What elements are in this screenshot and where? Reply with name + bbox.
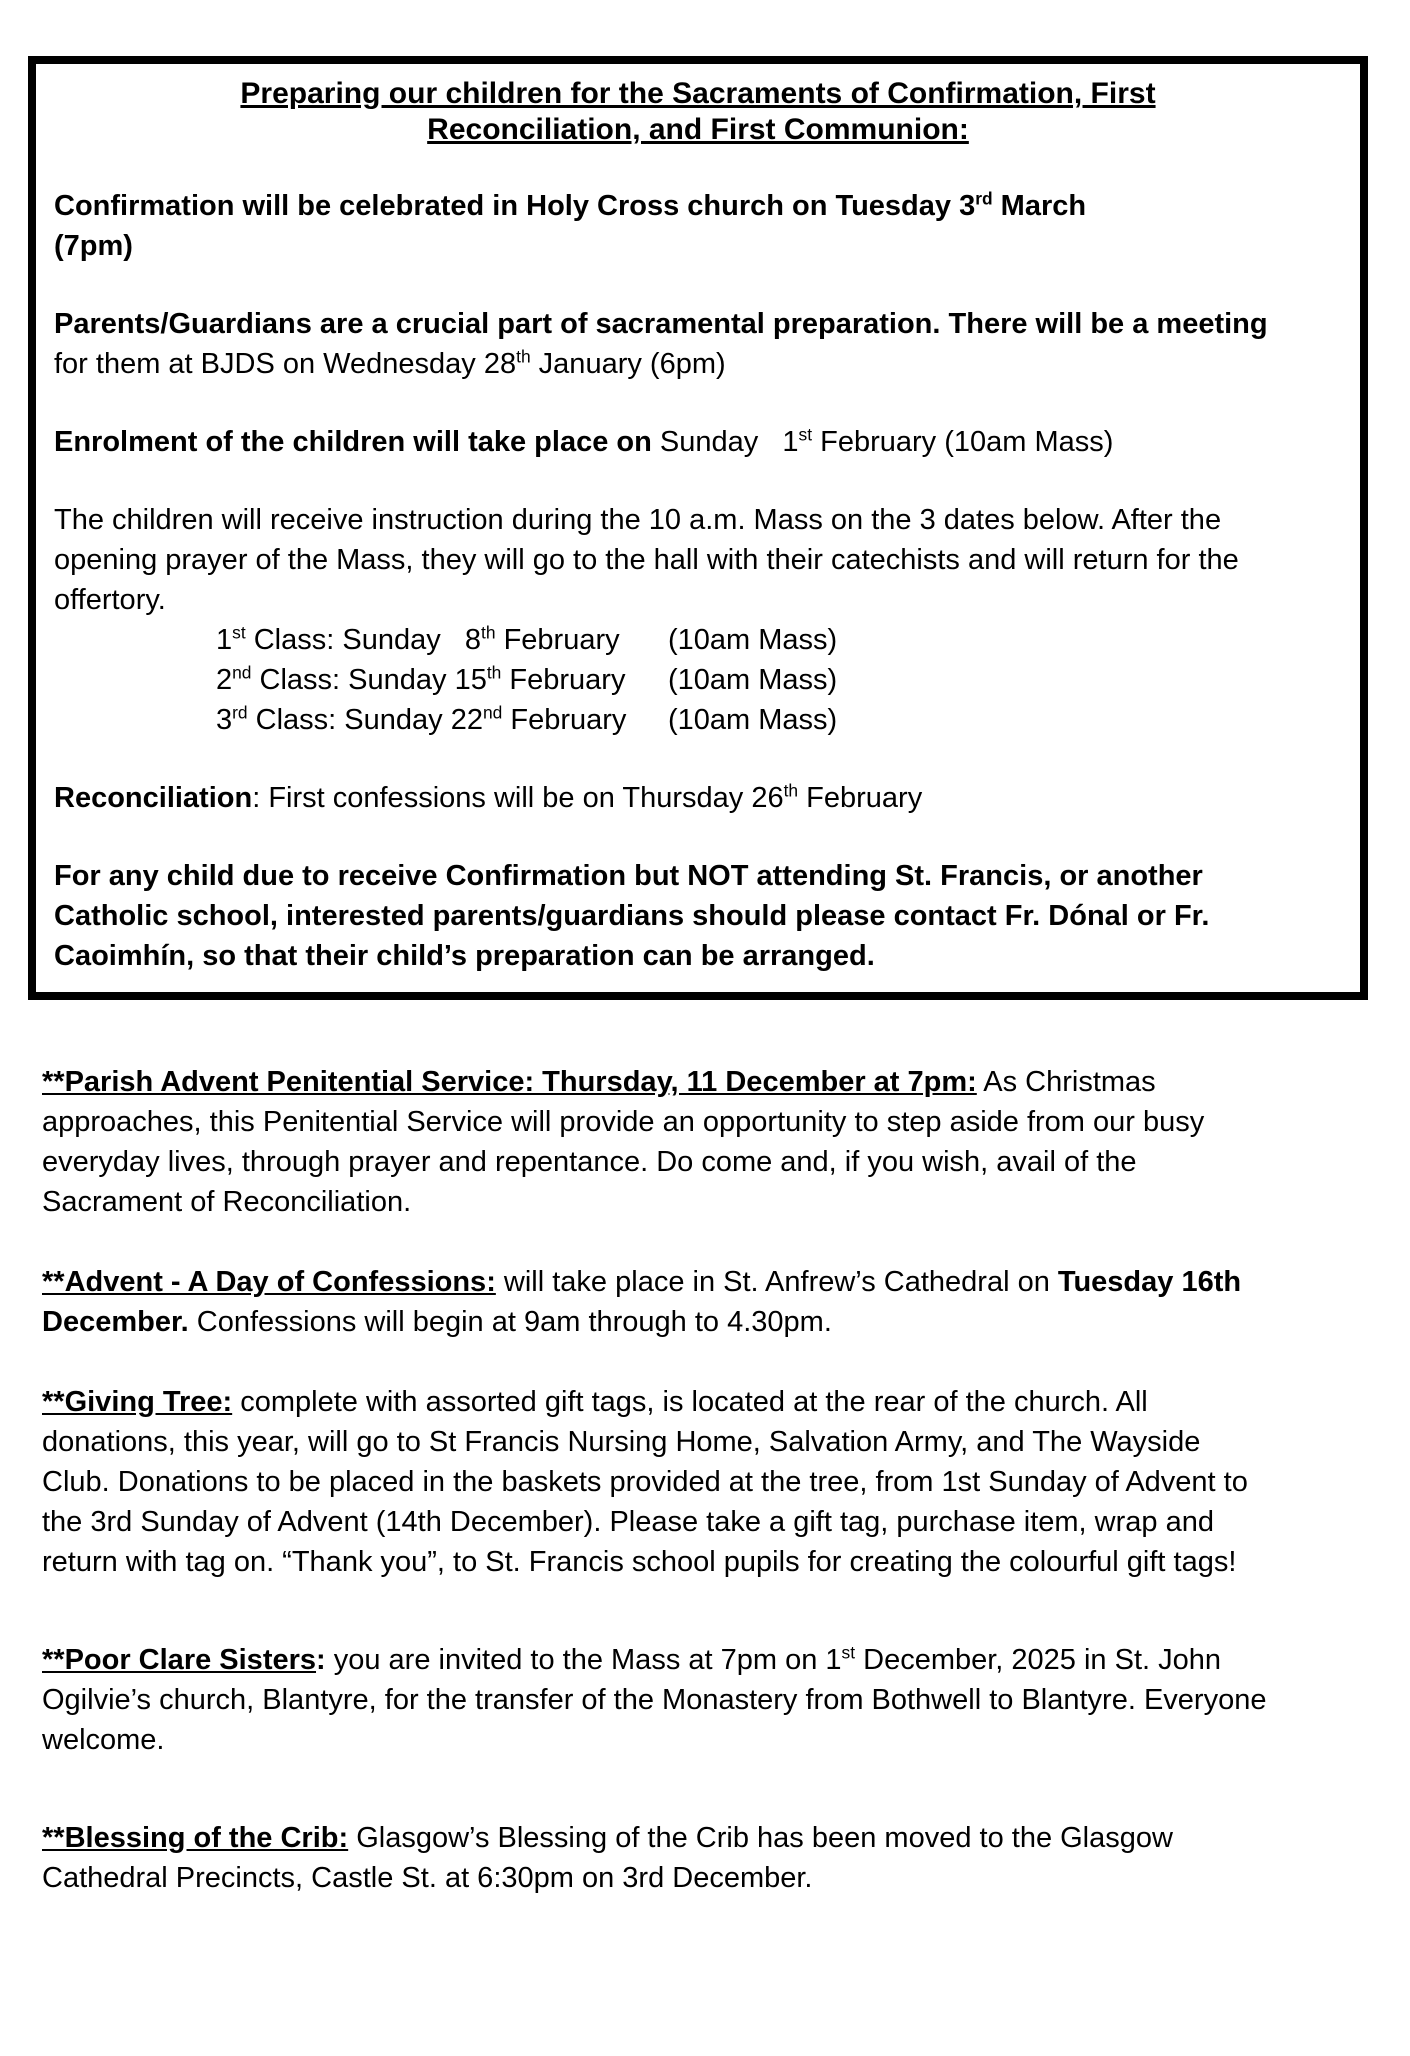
ordinal-th: th xyxy=(783,780,799,801)
class-date xyxy=(216,660,668,700)
ordinal-st: st xyxy=(841,1642,856,1663)
class-schedule xyxy=(54,620,1342,740)
class-mass-time: (10am Mass) xyxy=(668,664,838,696)
reconciliation-month: February xyxy=(798,782,923,814)
date-ordinal: th xyxy=(486,662,502,683)
ordinal-st: st xyxy=(798,424,813,445)
reconciliation-paragraph xyxy=(54,778,1342,818)
class-mass-time: (10am Mass) xyxy=(668,704,838,736)
crib-heading: **Blessing of the Crib: xyxy=(42,1822,349,1854)
crib-body: Glasgow’s Blessing of the Crib has been moved to the Glasgow Cathedral Precincts, Castle St. at 6:30pm on 3rd December. xyxy=(42,1822,1182,1894)
enrolment-bold: Enrolment of the children will take place on xyxy=(54,426,652,458)
class-row xyxy=(54,620,1342,660)
poor-clare-colon: : xyxy=(316,1644,326,1676)
announcement-sections xyxy=(42,1062,1274,1898)
ordinal-th: th xyxy=(516,346,531,367)
enrolment-mass: February (10am Mass) xyxy=(812,426,1114,458)
ordinal-rd: rd xyxy=(975,188,993,209)
class-ordinal: rd xyxy=(232,702,248,723)
class-number: 1 xyxy=(216,624,233,656)
class-row xyxy=(54,700,1342,740)
instruction-paragraph: The children will receive instruction during the 10 a.m. Mass on the 3 dates below. After the opening prayer of the Mass, they will go to the hall with their catechists and will return for the offertory. xyxy=(54,504,1247,616)
poor-clare-detail: December, 2025 in St. John Ogilvie’s church, Blantyre, for the transfer of the Monastery from Bothwell to Blantyre. Everyone welcome. xyxy=(42,1644,1275,1756)
box-title-line2: Reconciliation, and First Communion: xyxy=(427,113,969,146)
poor-clare-heading: **Poor Clare Sisters xyxy=(42,1644,317,1676)
sacraments-box xyxy=(28,56,1368,1000)
giving-tree-heading: **Giving Tree: xyxy=(42,1386,233,1418)
class-ordinal: st xyxy=(232,622,246,643)
confessions-location: will take place in St. Anfrew’s Cathedral on xyxy=(495,1266,1058,1298)
confirmation-month: March xyxy=(992,190,1087,222)
class-day: Class: Sunday 15 xyxy=(251,664,487,696)
class-day: Class: Sunday 22 xyxy=(247,704,483,736)
penitential-heading: **Parish Advent Penitential Service: Thursday, 11 December at 7pm: xyxy=(42,1066,977,1098)
class-date xyxy=(216,620,668,660)
parents-meeting-paragraph xyxy=(54,304,1342,384)
penitential-service-section xyxy=(42,1062,1274,1222)
box-title-line1: Preparing our children for the Sacraments of Confirmation, First xyxy=(240,77,1156,110)
blessing-of-crib-section xyxy=(42,1818,1274,1898)
class-number: 2 xyxy=(216,664,233,696)
parents-meeting-time: January (6pm) xyxy=(530,348,726,380)
newsletter-page xyxy=(0,56,1410,2056)
class-row xyxy=(54,660,1342,700)
class-ordinal: nd xyxy=(232,662,252,683)
day-of-confessions-section xyxy=(42,1262,1274,1342)
reconciliation-detail: : First confessions will be on Thursday 26 xyxy=(252,782,784,814)
parents-meeting-bold: Parents/Guardians are a crucial part of sacramental preparation. There will be a meeting xyxy=(54,308,1268,340)
date-ordinal: th xyxy=(481,622,496,643)
confessions-heading: **Advent - A Day of Confessions: xyxy=(42,1266,496,1298)
class-number: 3 xyxy=(216,704,233,736)
parents-meeting-detail: for them at BJDS on Wednesday 28 xyxy=(54,308,1276,380)
reconciliation-label: Reconciliation xyxy=(54,782,253,814)
class-mass-time: (10am Mass) xyxy=(668,624,838,656)
date-ordinal: nd xyxy=(482,702,503,723)
class-month: February xyxy=(501,664,626,696)
giving-tree-section xyxy=(42,1382,1274,1582)
confessions-date: Tuesday 16th December. xyxy=(42,1266,1250,1338)
contact-paragraph: For any child due to receive Confirmation but NOT attending St. Francis, or another Catholic school, interested parents/guardians should please contact Fr. Dónal or Fr. Caoimhín, so that their child’s preparation can be arranged. xyxy=(54,860,1218,972)
confirmation-date-paragraph xyxy=(54,186,1342,266)
giving-tree-body: complete with assorted gift tags, is located at the rear of the church. All donations, this year, will go to St Francis Nursing Home, Salvation Army, and The Wayside Club. Donations to be placed in the baskets provided at the tree, from 1st Sunday of Advent to the 3rd Sunday of Advent (14th December). Please take a gift tag, purchase item, wrap and return with tag on. “Thank you”, to St. Francis school pupils for creating the colourful gift tags! xyxy=(42,1386,1256,1578)
confessions-times: Confessions will begin at 9am through to 4.30pm. xyxy=(188,1306,832,1338)
confirmation-time: (7pm) xyxy=(54,230,133,262)
box-title xyxy=(54,76,1342,148)
penitential-body: As Christmas approaches, this Penitential Service will provide an opportunity to step aside from our busy everyday lives, through prayer and repentance. Do come and, if you wish, avail of the Sacrament of Reconciliation. xyxy=(42,1066,1213,1218)
poor-clare-sisters-section xyxy=(42,1640,1274,1760)
enrolment-paragraph xyxy=(54,422,1342,462)
enrolment-date: Sunday 1 xyxy=(651,426,799,458)
confirmation-text: Confirmation will be celebrated in Holy Cross church on Tuesday 3 xyxy=(54,190,976,222)
class-date xyxy=(216,700,668,740)
class-month: February xyxy=(495,624,620,656)
class-month: February xyxy=(502,704,627,736)
class-day: Class: Sunday 8 xyxy=(245,624,482,656)
poor-clare-invite: you are invited to the Mass at 7pm on 1 xyxy=(325,1644,842,1676)
